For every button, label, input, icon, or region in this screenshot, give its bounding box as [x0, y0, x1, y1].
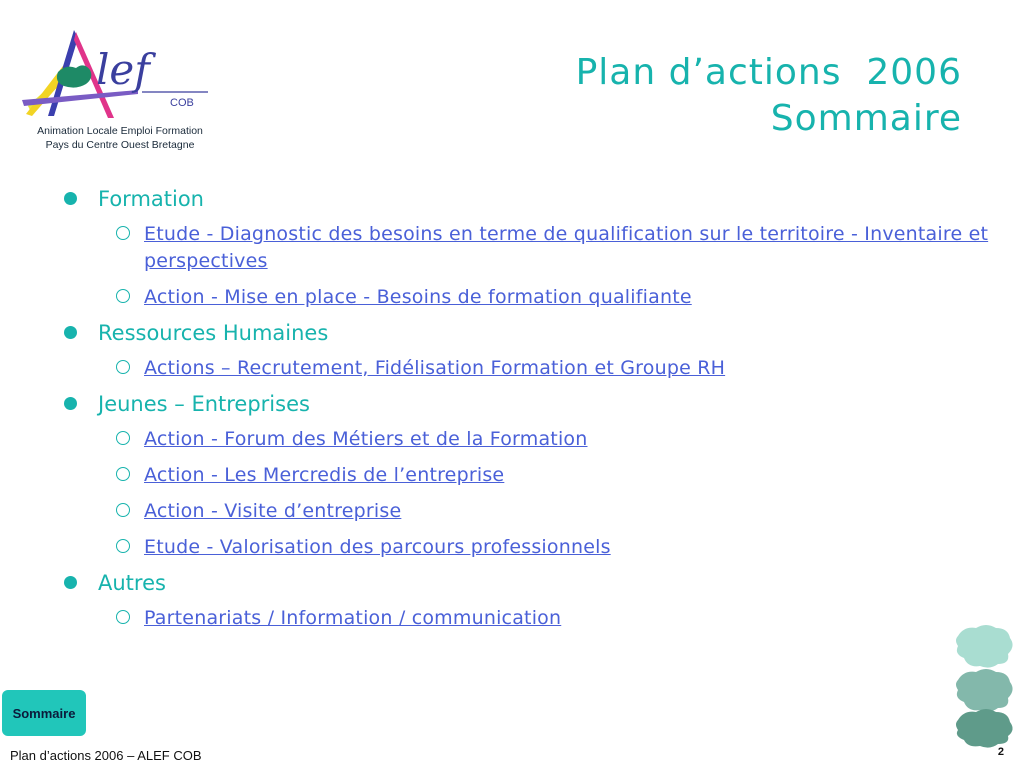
- hollow-circle-icon: [116, 610, 130, 624]
- agenda-item: [60, 498, 1010, 525]
- agenda-link[interactable]: Action - Visite d’entreprise: [144, 500, 402, 522]
- sommaire-button[interactable]: Sommaire: [2, 690, 86, 736]
- slide-title-line2: Sommaire: [770, 98, 962, 139]
- hollow-circle-icon: [116, 289, 130, 303]
- agenda-outline: [60, 186, 1010, 641]
- section-label: Autres: [98, 571, 166, 595]
- agenda-link[interactable]: Etude - Valorisation des parcours professionnels: [144, 536, 611, 558]
- slide-title: [576, 50, 962, 142]
- map-shape-dark: [956, 709, 1013, 748]
- logo-subtitle-line1: Animation Locale Emploi Formation: [37, 125, 203, 137]
- agenda-link[interactable]: Action - Mise en place - Besoins de formation qualifiante: [144, 286, 692, 308]
- section-label: Formation: [98, 187, 204, 211]
- agenda-item: [60, 284, 1010, 311]
- agenda-link[interactable]: Partenariats / Information / communication: [144, 607, 562, 629]
- hollow-circle-icon: [116, 503, 130, 517]
- hollow-circle-icon: [116, 539, 130, 553]
- filled-circle-icon: [64, 326, 77, 339]
- section-jeunes-entreprises: [60, 391, 1010, 417]
- page-number: 2: [997, 746, 1004, 758]
- section-autres: [60, 570, 1010, 596]
- agenda-link[interactable]: Action - Forum des Métiers et de la Formation: [144, 428, 588, 450]
- filled-circle-icon: [64, 397, 77, 410]
- map-shape-medium: [956, 669, 1013, 712]
- map-shape-light: [956, 625, 1013, 668]
- agenda-item: [60, 605, 1010, 632]
- footer-text: Plan d’actions 2006 – ALEF COB: [10, 748, 202, 763]
- hollow-circle-icon: [116, 226, 130, 240]
- section-label: Ressources Humaines: [98, 321, 329, 345]
- agenda-item: [60, 426, 1010, 453]
- agenda-link[interactable]: Actions – Recrutement, Fidélisation Formation et Groupe RH: [144, 357, 726, 379]
- agenda-item: [60, 534, 1010, 561]
- svg-text:COB: COB: [170, 97, 194, 109]
- section-formation: [60, 186, 1010, 212]
- filled-circle-icon: [64, 192, 77, 205]
- section-ressources-humaines: [60, 320, 1010, 346]
- slide-title-line1: Plan d’actions 2006: [575, 52, 962, 93]
- agenda-link[interactable]: Etude - Diagnostic des besoins en terme de qualification sur le territoire - Inventaire et perspectives: [144, 223, 989, 272]
- logo-subtitle-line2: Pays du Centre Ouest Bretagne: [45, 139, 195, 151]
- section-label: Jeunes – Entreprises: [98, 392, 310, 416]
- alef-logo-mark: [18, 26, 228, 136]
- region-map-decoration: [948, 622, 1018, 752]
- agenda-item: [60, 355, 1010, 382]
- hollow-circle-icon: [116, 360, 130, 374]
- svg-text:lef: lef: [96, 45, 150, 94]
- agenda-item: [60, 462, 1010, 489]
- agenda-item: [60, 221, 1010, 275]
- hollow-circle-icon: [116, 467, 130, 481]
- filled-circle-icon: [64, 576, 77, 589]
- agenda-link[interactable]: Action - Les Mercredis de l’entreprise: [144, 464, 505, 486]
- logo-subtitle: [20, 124, 220, 152]
- hollow-circle-icon: [116, 431, 130, 445]
